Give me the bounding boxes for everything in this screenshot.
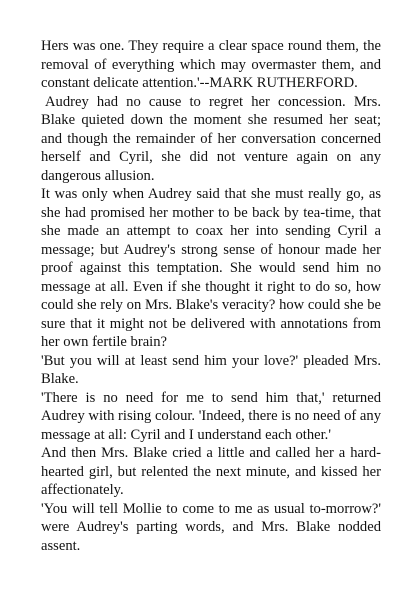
paragraph-mrs-blake-cries: And then Mrs. Blake cried a little and called her a hard-hearted girl, but relented the next minute, and kissed her affectionately. xyxy=(41,445,381,498)
paragraph-message-request: It was only when Audrey said that she must really go, as she had promised her mother to be back by tea-time, that she made an attempt to coax her into sending Cyril a message; but Audrey's strong sense of honour made her proof against this temptation. She would send him no message at all. Even if she thought it right to do so, how could she rely on Mrs. Blake's veracity? how could she be sure that it might not be delivered with annotations from her own fertile brain? xyxy=(41,186,381,350)
paragraph-concession: Audrey had no cause to regret her concession. Mrs. Blake quieted down the moment she resumed her seat; and though the remainder of her conversation concerned herself and Cyril, she did not venture again on any dangerous allusion. xyxy=(41,93,381,184)
paragraph-epigraph-end: Hers was one. They require a clear space round them, the removal of everything which may overmaster them, and constant delicate attention.'--MARK RUTHERFORD. xyxy=(41,38,381,91)
paragraph-send-love-question: 'But you will at least send him your love?' pleaded Mrs. Blake. xyxy=(41,352,381,387)
paragraph-audrey-reply: 'There is no need for me to send him that,' returned Audrey with rising colour. 'Indeed, there is no need of any message at all: Cyril and I understand each other.' xyxy=(41,389,381,443)
book-page-text xyxy=(41,37,381,555)
paragraph-parting-words: 'You will tell Mollie to come to me as usual to-morrow?' were Audrey's parting words, and Mrs. Blake nodded assent. xyxy=(41,500,381,554)
